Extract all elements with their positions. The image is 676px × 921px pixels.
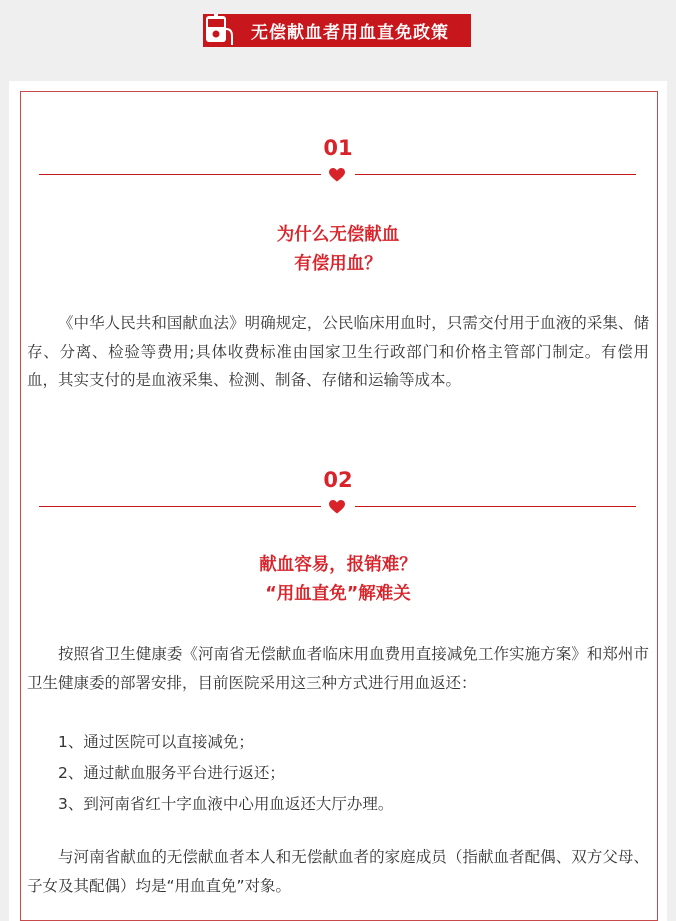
divider-right — [355, 506, 636, 507]
title-banner — [203, 14, 471, 47]
divider-left — [39, 506, 321, 507]
list-item: 2、通过献血服务平台进行返还； — [58, 764, 285, 782]
section-number: 01 — [323, 136, 353, 160]
heart-icon — [329, 500, 345, 514]
body-paragraph: 与河南省献血的无偿献血者本人和无偿献血者的家庭成员（指献血者配偶、双方父母、子女及其配偶）均是“用血直免”对象。 — [27, 848, 649, 895]
heart-icon — [329, 168, 345, 182]
headline-line: 献血容易，报销难？ — [259, 555, 417, 575]
headline-line: 为什么无偿献血 — [276, 225, 400, 245]
section-headline — [0, 551, 676, 609]
list-item: 1、通过医院可以直接减免； — [58, 733, 254, 751]
list-item: 3、到河南省红十字血液中心用血返还大厅办理。 — [58, 795, 394, 813]
section-headline — [0, 221, 676, 279]
section-number: 02 — [323, 468, 353, 492]
banner-title: 无偿献血者用血直免政策 — [251, 23, 449, 43]
divider-right — [355, 174, 636, 175]
body-paragraph: 《中华人民共和国献血法》明确规定，公民临床用血时，只需交付用于血液的采集、储存、分离、检验等费用;具体收费标准由国家卫生行政部门和价格主管部门制定。有偿用血，其实支付的是血液采集、检测、制备、存储和运输等成本。 — [27, 314, 649, 389]
body-paragraph: 按照省卫生健康委《河南省无偿献血者临床用血费用直接减免工作实施方案》和郑州市卫生健康委的部署安排，目前医院采用这三种方式进行用血返还： — [27, 645, 649, 692]
headline-line: 有偿用血？ — [294, 254, 382, 274]
method-list — [58, 727, 393, 820]
blood-bag-icon — [205, 14, 237, 47]
divider-left — [39, 174, 321, 175]
headline-line: “用血直免”解难关 — [265, 584, 411, 604]
